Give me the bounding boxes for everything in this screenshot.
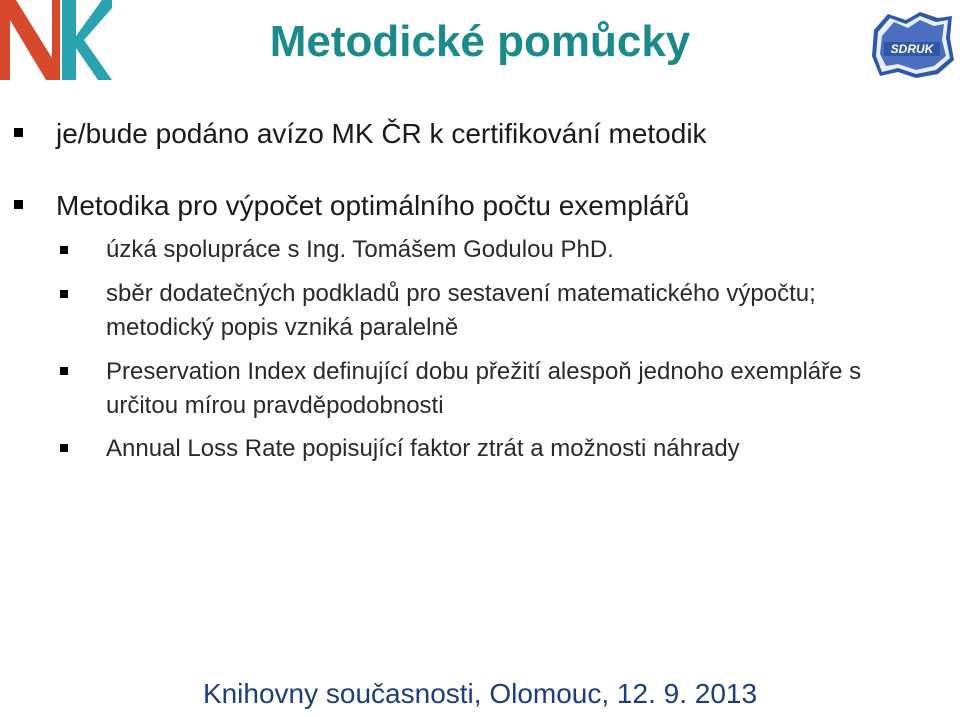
sub-bullet-text-line: určitou mírou pravděpodobnosti — [106, 392, 444, 419]
sdruk-logo — [868, 8, 956, 84]
bullet-marker — [14, 128, 23, 137]
bullet-marker — [14, 200, 23, 209]
sub-bullet-text: Annual Loss Rate popisující faktor ztrát a možnosti náhrady — [106, 435, 740, 462]
sub-bullet-text-line: Preservation Index definující dobu přežití alespoň jednoho exempláře s — [106, 358, 862, 385]
bullet-text: je/bude podáno avízo MK ČR k certifikování metodik — [56, 118, 707, 149]
sub-bullet-text: úzká spolupráce s Ing. Tomášem Godulou PhD. — [106, 236, 614, 263]
sub-bullet-text-line: sběr dodatečných podkladů pro sestavení matematického výpočtu; — [106, 280, 816, 307]
sub-bullet-marker — [60, 444, 68, 452]
slide-footer: Knihovny současnosti, Olomouc, 12. 9. 2013 — [202, 678, 758, 709]
sub-bullet-marker — [60, 246, 68, 254]
sub-bullet-text-line: metodický popis vzniká paralelně — [106, 314, 459, 341]
bullet-text: Metodika pro výpočet optimálního počtu exemplářů — [56, 190, 690, 221]
sub-bullet-marker — [60, 367, 68, 375]
sub-bullet-marker — [60, 290, 68, 298]
sdruk-logo-text: SDRUK — [890, 42, 934, 56]
slide-title: Metodické pomůcky — [269, 17, 691, 66]
nk-logo — [0, 0, 112, 80]
